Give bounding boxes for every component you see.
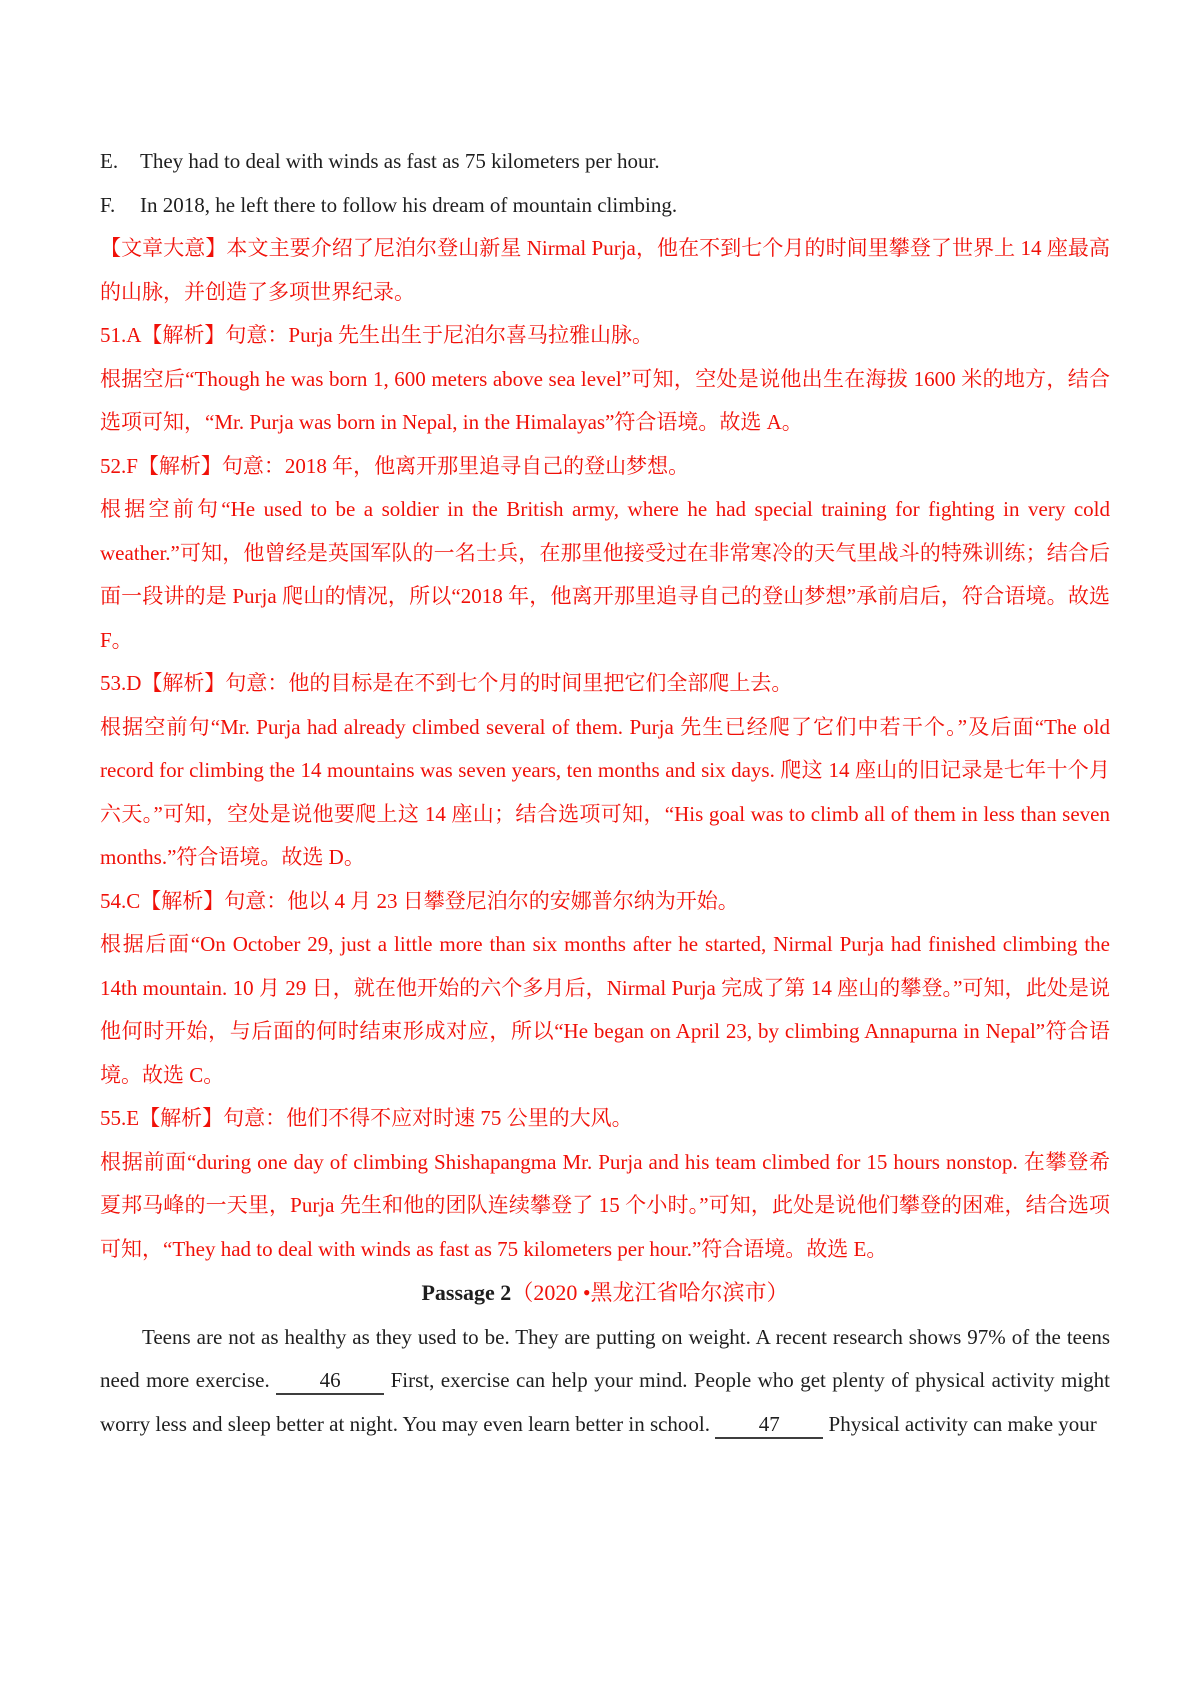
passage2-source: （2020 •黑龙江省哈尔滨市） (511, 1280, 789, 1305)
option-text: They had to deal with winds as fast as 75 kilometers per hour. (140, 149, 660, 173)
option-text: In 2018, he left there to follow his dream of mountain climbing. (140, 192, 678, 217)
option-letter: E. (100, 149, 119, 173)
explanation-55: 根据前面“during one day of climbing Shishapangma Mr. Purja and his team climbed for 15 hours nonstop. 在攀登希夏邦马峰的一天里，Purja 先生和他的团队连续攀登了 15 个小时。”可知，此处是说他们攀登的困难，结合选项可知，“They had to deal with winds as fast as 75 kilometers per hour.”符合语境。故选 E。 (100, 1149, 1110, 1261)
option-letter: F. (100, 192, 116, 217)
passage2-heading (100, 1271, 1110, 1316)
option-item-f (100, 184, 1110, 228)
passage2-text-3: Physical activity can make your (823, 1411, 1097, 1436)
passage-summary: 【文章大意】本文主要介绍了尼泊尔登山新星 Nirmal Purja，他在不到七个月的时间里攀登了世界上 14 座最高的山脉，并创造了多项世界纪录。 (100, 236, 1110, 304)
explanation-51: 根据空后“Though he was born 1, 600 meters above sea level”可知，空处是说他出生在海拔 1600 米的地方，结合选项可知，“Mr. Purja was born in Nepal, in the Himalayas”符合语境。故选 A。 (100, 366, 1110, 434)
answer-line-53: 53.D【解析】句意：他的目标是在不到七个月的时间里把它们全部爬上去。 (100, 671, 793, 695)
passage2-text-1: Teens are not as healthy as they used to be. They are putting on weight. A recent research shows 97% of the teens need more exercise. (100, 1324, 1110, 1392)
passage2-title: Passage 2 (421, 1280, 512, 1305)
blank-46: 46 (276, 1367, 384, 1395)
answer-line-51: 51.A【解析】句意：Purja 先生出生于尼泊尔喜马拉雅山脉。 (100, 323, 653, 347)
document-body (100, 140, 1110, 1446)
passage2-paragraph (100, 1316, 1110, 1447)
explanation-52: 根据空前句“He used to be a soldier in the British army, where he had special training for fighting in very cold weather.”可知，他曾经是英国军队的一名士兵，在那里他接受过在非常寒冷的天气里战斗的特殊训练；结合后面一段讲的是 Purja 爬山的情况，所以“2018 年，他离开那里追寻自己的登山梦想”承前启后，符合语境。故选 F。 (100, 497, 1110, 652)
answer-line-55: 55.E【解析】句意：他们不得不应对时速 75 公里的大风。 (100, 1106, 633, 1130)
answer-line-54: 54.C【解析】句意：他以 4 月 23 日攀登尼泊尔的安娜普尔纳为开始。 (100, 888, 739, 913)
answer-line-52: 52.F【解析】句意：2018 年，他离开那里追寻自己的登山梦想。 (100, 453, 690, 478)
explanation-54: 根据后面“On October 29, just a little more than six months after he started, Nirmal Purja had finished climbing the 14th mountain. 10 月 29 日，就在他开始的六个多月后，Nirmal Purja 完成了第 14 座山的攀登。”可知，此处是说他何时开始，与后面的何时结束形成对应，所以“He began on April 23, by climbing Annapurna in Nepal”符合语境。故选 C。 (100, 932, 1110, 1087)
option-item-e (100, 140, 1110, 184)
explanation-53: 根据空前句“Mr. Purja had already climbed several of them. Purja 先生已经爬了它们中若干个。”及后面“The old record for climbing the 14 mountains was seven years, ten months and six days. 爬这 14 座山的旧记录是七年十个月六天。”可知，空处是说他要爬上这 14 座山；结合选项可知，“His goal was to climb all of them in less than seven months.”符合语境。故选 D。 (100, 714, 1110, 869)
blank-47: 47 (715, 1411, 823, 1439)
passage2-text-2: First, exercise can help your mind. People who get plenty of physical activity might worry less and sleep better at night. You may even learn better in school. (100, 1368, 1111, 1436)
